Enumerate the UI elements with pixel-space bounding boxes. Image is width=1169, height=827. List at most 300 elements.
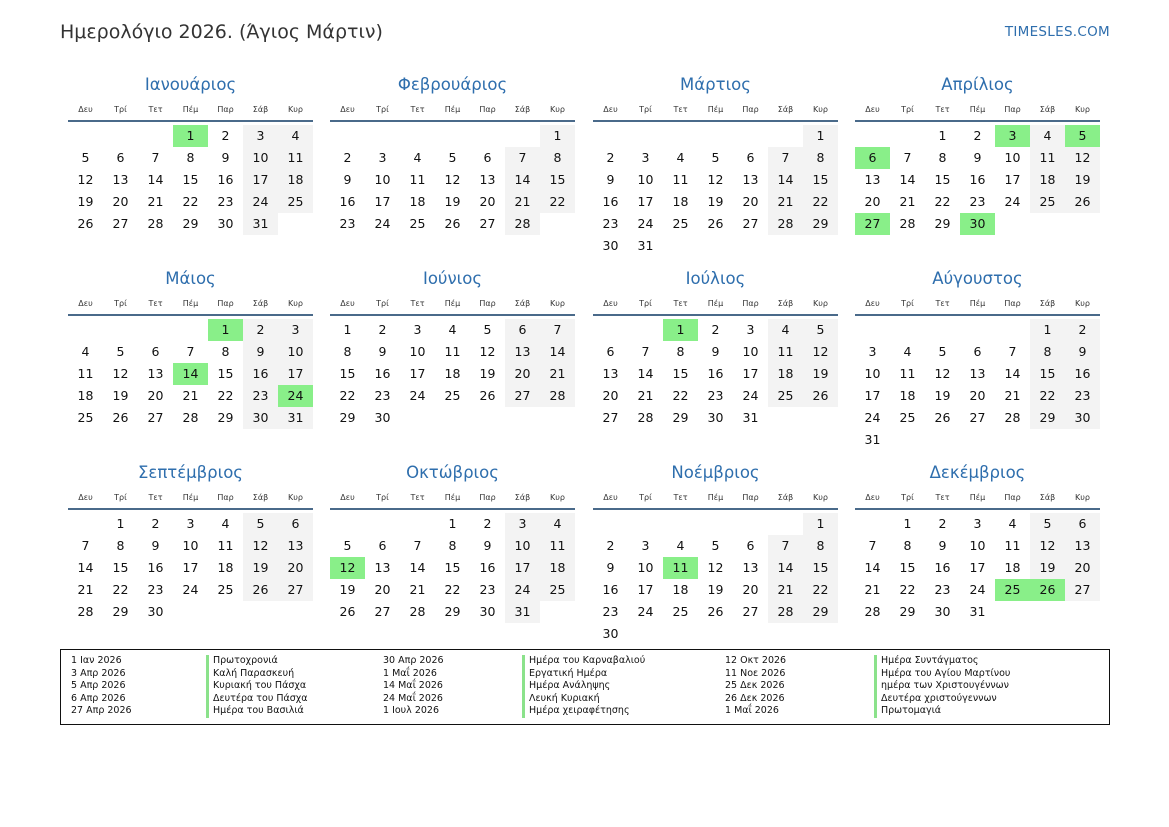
day-cell: 12 — [444, 172, 461, 187]
week-row — [855, 579, 1100, 601]
day-cell: 18 — [217, 560, 234, 575]
week-row — [68, 147, 313, 169]
day-cell: 21 — [409, 582, 426, 597]
empty-cell — [68, 513, 103, 535]
day-cell: 20 — [147, 388, 164, 403]
day-cell: 29 — [934, 216, 951, 231]
weekday-label: Πέμ — [444, 104, 461, 114]
day-cell: 1 — [116, 516, 125, 531]
week-row — [68, 601, 313, 623]
day-cell: 21 — [768, 579, 803, 601]
week-row — [593, 341, 838, 363]
day-cell: 15 — [672, 366, 689, 381]
day-cell: 22 — [934, 194, 951, 209]
weekday-label: Πέμ — [969, 492, 986, 502]
holiday-day-cell: 3 — [995, 125, 1030, 147]
day-cell: 10 — [742, 344, 759, 359]
day-cell: 21 — [768, 191, 803, 213]
day-cell: 13 — [742, 560, 759, 575]
holiday-day-cell: 1 — [208, 319, 243, 341]
day-cell: 7 — [1008, 344, 1017, 359]
weekday-label: Κυρ — [550, 298, 565, 308]
day-cell: 18 — [444, 366, 461, 381]
legend-date: 30 Απρ 2026 — [383, 655, 444, 666]
day-cell: 24 — [969, 582, 986, 597]
day-cell: 12 — [243, 535, 278, 557]
empty-cell — [593, 125, 628, 147]
day-grid — [593, 513, 838, 645]
day-cell: 18 — [672, 582, 689, 597]
month-calendar — [593, 72, 838, 257]
week-row — [68, 191, 313, 213]
day-cell: 3 — [278, 319, 313, 341]
empty-cell — [698, 513, 733, 535]
day-cell: 18 — [768, 363, 803, 385]
day-cell: 13 — [864, 172, 881, 187]
weekday-header — [330, 292, 575, 316]
week-row — [68, 385, 313, 407]
weekday-label: Κυρ — [1075, 492, 1090, 502]
weekday-label: Πέμ — [182, 492, 199, 502]
week-row — [330, 213, 575, 235]
day-cell: 4 — [768, 319, 803, 341]
week-row — [593, 601, 838, 623]
weekday-label: Δευ — [865, 492, 880, 502]
legend-date: 12 Οκτ 2026 — [725, 655, 787, 666]
day-cell: 31 — [864, 432, 881, 447]
day-cell: 21 — [505, 191, 540, 213]
weekday-label: Κυρ — [288, 104, 303, 114]
empty-cell — [330, 125, 365, 147]
weekday-label: Σάβ — [1039, 492, 1056, 502]
day-cell: 12 — [934, 366, 951, 381]
legend-date: 3 Απρ 2026 — [71, 667, 126, 679]
day-cell: 8 — [448, 538, 457, 553]
empty-cell — [470, 125, 505, 147]
day-cell: 29 — [339, 410, 356, 425]
day-cell: 3 — [378, 150, 387, 165]
day-cell: 29 — [182, 216, 199, 231]
legend-date: 1 Ιαν 2026 — [71, 655, 122, 666]
month-calendar — [593, 460, 838, 645]
week-row — [593, 535, 838, 557]
week-row — [593, 407, 838, 429]
day-cell: 19 — [707, 194, 724, 209]
week-row — [68, 213, 313, 235]
weekday-label: Σάβ — [777, 104, 794, 114]
day-cell: 15 — [1030, 363, 1065, 385]
weekday-label: Σάβ — [777, 492, 794, 502]
month-calendar — [855, 460, 1100, 623]
week-row — [855, 407, 1100, 429]
day-cell: 22 — [1030, 385, 1065, 407]
day-cell: 23 — [217, 194, 234, 209]
day-cell: 6 — [378, 538, 387, 553]
day-cell: 25 — [672, 216, 689, 231]
empty-cell — [768, 513, 803, 535]
weekday-label: Δευ — [340, 298, 355, 308]
day-cell: 31 — [243, 213, 278, 235]
day-cell: 27 — [278, 579, 313, 601]
day-cell: 10 — [864, 366, 881, 381]
day-cell: 18 — [899, 388, 916, 403]
empty-cell — [103, 319, 138, 341]
day-cell: 14 — [409, 560, 426, 575]
month-name: Ιανουάριος — [144, 75, 237, 94]
day-cell: 29 — [444, 604, 461, 619]
empty-cell — [890, 319, 925, 341]
empty-cell — [365, 513, 400, 535]
day-cell: 13 — [374, 560, 391, 575]
day-cell: 20 — [742, 582, 759, 597]
day-cell: 5 — [448, 150, 457, 165]
empty-cell — [505, 125, 540, 147]
day-cell: 14 — [77, 560, 94, 575]
week-row — [593, 557, 838, 579]
weekday-label: Πέμ — [969, 298, 986, 308]
legend-date: 5 Απρ 2026 — [71, 680, 126, 692]
day-cell: 25 — [540, 579, 575, 601]
day-cell: 20 — [864, 194, 881, 209]
day-cell: 23 — [707, 388, 724, 403]
weekday-header — [68, 486, 313, 510]
day-cell: 30 — [934, 604, 951, 619]
day-cell: 6 — [483, 150, 492, 165]
day-cell: 12 — [707, 560, 724, 575]
month-calendar — [855, 266, 1100, 451]
legend-date: 6 Απρ 2026 — [71, 692, 126, 704]
day-cell: 19 — [934, 388, 951, 403]
weekday-label: Τετ — [148, 298, 163, 308]
weekday-label: Τρί — [376, 492, 389, 502]
day-cell: 5 — [803, 319, 838, 341]
empty-cell — [733, 513, 768, 535]
month-calendar — [330, 266, 575, 429]
day-cell: 1 — [448, 516, 457, 531]
weekday-label: Δευ — [340, 492, 355, 502]
day-cell: 7 — [868, 538, 877, 553]
day-grid — [855, 513, 1100, 623]
day-cell: 19 — [77, 194, 94, 209]
empty-cell — [138, 319, 173, 341]
weekday-header — [330, 98, 575, 122]
day-cell: 10 — [278, 341, 313, 363]
day-cell: 2 — [606, 538, 615, 553]
day-cell: 8 — [1030, 341, 1065, 363]
day-cell: 7 — [641, 344, 650, 359]
day-cell: 5 — [711, 150, 720, 165]
holiday-day-cell: 1 — [173, 125, 208, 147]
week-row — [855, 429, 1100, 451]
week-row — [855, 213, 1100, 235]
day-cell: 9 — [343, 172, 352, 187]
weekday-label: Πέμ — [182, 104, 199, 114]
week-row — [855, 535, 1100, 557]
weekday-label: Τετ — [935, 298, 950, 308]
legend-date: 1 Μαΐ 2026 — [383, 667, 437, 679]
day-cell: 19 — [479, 366, 496, 381]
day-cell: 17 — [278, 363, 313, 385]
weekday-label: Παρ — [479, 298, 496, 308]
week-row — [68, 125, 313, 147]
weekday-label: Πέμ — [444, 298, 461, 308]
holiday-day-cell: 14 — [173, 363, 208, 385]
day-cell: 26 — [339, 604, 356, 619]
legend-holiday: Πρωτοχρονιά — [206, 655, 308, 668]
weekday-label: Σάβ — [1039, 104, 1056, 114]
weekday-header — [855, 486, 1100, 510]
day-cell: 10 — [637, 560, 654, 575]
week-row — [330, 191, 575, 213]
day-cell: 4 — [676, 150, 685, 165]
weekday-label: Τρί — [114, 104, 127, 114]
day-cell: 27 — [505, 385, 540, 407]
empty-cell — [925, 319, 960, 341]
day-cell: 6 — [116, 150, 125, 165]
week-row — [593, 513, 838, 535]
day-cell: 15 — [540, 169, 575, 191]
day-cell: 14 — [147, 172, 164, 187]
day-cell: 12 — [707, 172, 724, 187]
day-cell: 24 — [864, 410, 881, 425]
weekday-header — [593, 292, 838, 316]
day-cell: 7 — [505, 147, 540, 169]
day-cell: 21 — [899, 194, 916, 209]
day-cell: 23 — [1065, 385, 1100, 407]
weekday-label: Τρί — [114, 492, 127, 502]
day-cell: 2 — [221, 128, 230, 143]
weekday-label: Πέμ — [444, 492, 461, 502]
weekday-label: Τετ — [673, 492, 688, 502]
day-cell: 20 — [969, 388, 986, 403]
day-cell: 17 — [182, 560, 199, 575]
day-cell: 22 — [803, 579, 838, 601]
weekday-label: Σάβ — [514, 104, 531, 114]
day-cell: 15 — [803, 557, 838, 579]
day-cell: 1 — [343, 322, 352, 337]
legend-holiday: Καλή Παρασκευή — [206, 668, 308, 681]
day-cell: 24 — [637, 604, 654, 619]
day-cell: 24 — [742, 388, 759, 403]
day-cell: 10 — [505, 535, 540, 557]
month-calendar — [330, 460, 575, 623]
empty-cell — [103, 125, 138, 147]
day-cell: 1 — [903, 516, 912, 531]
day-cell: 12 — [112, 366, 129, 381]
legend-holiday: ημέρα των Χριστουγέννων — [874, 680, 1010, 693]
month-name: Φεβρουάριος — [397, 75, 508, 94]
day-cell: 25 — [768, 385, 803, 407]
legend-holiday: Δευτέρα του Πάσχα — [206, 693, 308, 706]
day-cell: 5 — [343, 538, 352, 553]
day-cell: 27 — [969, 410, 986, 425]
week-row — [855, 169, 1100, 191]
day-cell: 11 — [1004, 538, 1021, 553]
week-row — [593, 169, 838, 191]
month-name: Απρίλιος — [941, 75, 1014, 94]
weekday-header — [593, 98, 838, 122]
holiday-day-cell: 25 — [995, 579, 1030, 601]
day-cell: 18 — [409, 194, 426, 209]
day-cell: 25 — [278, 191, 313, 213]
week-row — [593, 213, 838, 235]
day-cell: 24 — [637, 216, 654, 231]
weekday-label: Κυρ — [288, 298, 303, 308]
day-cell: 5 — [938, 344, 947, 359]
day-cell: 26 — [479, 388, 496, 403]
week-row — [855, 557, 1100, 579]
week-row — [855, 191, 1100, 213]
weekday-label: Πέμ — [707, 298, 724, 308]
day-cell: 15 — [803, 169, 838, 191]
day-cell: 25 — [77, 410, 94, 425]
day-cell: 12 — [1065, 147, 1100, 169]
legend-date: 24 Μαΐ 2026 — [383, 692, 443, 704]
day-cell: 18 — [278, 169, 313, 191]
weekday-label: Κυρ — [550, 492, 565, 502]
day-cell: 24 — [243, 191, 278, 213]
day-cell: 17 — [243, 169, 278, 191]
weekday-label: Δευ — [865, 298, 880, 308]
week-row — [593, 125, 838, 147]
day-cell: 14 — [899, 172, 916, 187]
day-cell: 6 — [973, 344, 982, 359]
weekday-header — [593, 486, 838, 510]
weekday-label: Τετ — [148, 104, 163, 114]
week-row — [330, 125, 575, 147]
day-cell: 26 — [707, 216, 724, 231]
day-cell: 27 — [742, 604, 759, 619]
week-row — [593, 385, 838, 407]
day-cell: 28 — [77, 604, 94, 619]
legend-holiday: Λευκή Κυριακή — [522, 693, 645, 706]
day-cell: 16 — [147, 560, 164, 575]
day-cell: 8 — [343, 344, 352, 359]
day-cell: 23 — [602, 604, 619, 619]
empty-cell — [68, 125, 103, 147]
day-cell: 19 — [1065, 169, 1100, 191]
day-cell: 10 — [374, 172, 391, 187]
week-row — [593, 235, 838, 257]
day-cell: 2 — [343, 150, 352, 165]
empty-cell — [68, 319, 103, 341]
week-row — [330, 535, 575, 557]
month-calendar — [68, 266, 313, 429]
day-cell: 8 — [903, 538, 912, 553]
day-cell: 6 — [746, 538, 755, 553]
legend-names-col-1 — [206, 655, 308, 718]
weekday-label: Δευ — [603, 492, 618, 502]
day-cell: 21 — [637, 388, 654, 403]
day-cell: 30 — [602, 238, 619, 253]
day-cell: 17 — [374, 194, 391, 209]
day-cell: 7 — [903, 150, 912, 165]
day-grid — [330, 125, 575, 235]
empty-cell — [855, 513, 890, 535]
day-cell: 12 — [803, 341, 838, 363]
day-cell: 8 — [803, 147, 838, 169]
day-cell: 26 — [1065, 191, 1100, 213]
weekday-label: Δευ — [78, 104, 93, 114]
day-cell: 16 — [339, 194, 356, 209]
day-cell: 11 — [444, 344, 461, 359]
weekday-label: Πέμ — [182, 298, 199, 308]
week-row — [855, 363, 1100, 385]
day-cell: 8 — [221, 344, 230, 359]
day-cell: 20 — [479, 194, 496, 209]
day-cell: 19 — [707, 582, 724, 597]
day-cell: 29 — [672, 410, 689, 425]
day-cell: 1 — [1030, 319, 1065, 341]
weekday-label: Παρ — [217, 298, 234, 308]
day-cell: 26 — [707, 604, 724, 619]
weekday-label: Τετ — [410, 104, 425, 114]
month-calendar — [330, 72, 575, 235]
day-cell: 16 — [707, 366, 724, 381]
day-cell: 28 — [540, 385, 575, 407]
legend-date: 1 Ιουλ 2026 — [383, 705, 439, 717]
legend-holiday: Κυριακή του Πάσχα — [206, 680, 308, 693]
week-row — [68, 341, 313, 363]
legend-date: 11 Νοε 2026 — [725, 667, 786, 679]
site-link[interactable]: TIMESLES.COM — [1004, 24, 1110, 40]
holiday-day-cell: 12 — [330, 557, 365, 579]
month-calendar — [593, 266, 838, 429]
day-cell: 16 — [602, 582, 619, 597]
day-cell: 30 — [147, 604, 164, 619]
empty-cell — [663, 125, 698, 147]
day-cell: 5 — [711, 538, 720, 553]
legend-holiday: Πρωτομαγιά — [874, 705, 1010, 718]
day-cell: 29 — [217, 410, 234, 425]
day-cell: 4 — [278, 125, 313, 147]
month-name: Οκτώβριος — [406, 463, 499, 482]
legend-holiday: Ημέρα Ανάληψης — [522, 680, 645, 693]
day-cell: 3 — [746, 322, 755, 337]
day-cell: 5 — [116, 344, 125, 359]
day-cell: 15 — [182, 172, 199, 187]
day-cell: 8 — [116, 538, 125, 553]
weekday-label: Δευ — [865, 104, 880, 114]
month-name: Αύγουστος — [932, 269, 1023, 288]
day-cell: 4 — [676, 538, 685, 553]
day-cell: 16 — [934, 560, 951, 575]
legend-holiday: Ημέρα Συντάγματος — [874, 655, 1010, 668]
day-cell: 22 — [540, 191, 575, 213]
day-cell: 4 — [540, 513, 575, 535]
empty-cell — [768, 125, 803, 147]
empty-cell — [173, 319, 208, 341]
day-cell: 7 — [151, 150, 160, 165]
day-cell: 2 — [973, 128, 982, 143]
day-cell: 16 — [1065, 363, 1100, 385]
day-cell: 12 — [479, 344, 496, 359]
day-cell: 28 — [147, 216, 164, 231]
day-cell: 2 — [243, 319, 278, 341]
legend-date: 27 Απρ 2026 — [71, 705, 132, 717]
day-cell: 9 — [606, 172, 615, 187]
day-cell: 21 — [540, 363, 575, 385]
day-cell: 4 — [1030, 125, 1065, 147]
day-grid — [68, 513, 313, 623]
week-row — [330, 363, 575, 385]
day-cell: 3 — [973, 516, 982, 531]
day-cell: 16 — [479, 560, 496, 575]
legend-dates-col-3 — [725, 655, 786, 718]
day-cell: 7 — [768, 535, 803, 557]
week-row — [593, 363, 838, 385]
month-name: Μάρτιος — [680, 75, 751, 94]
